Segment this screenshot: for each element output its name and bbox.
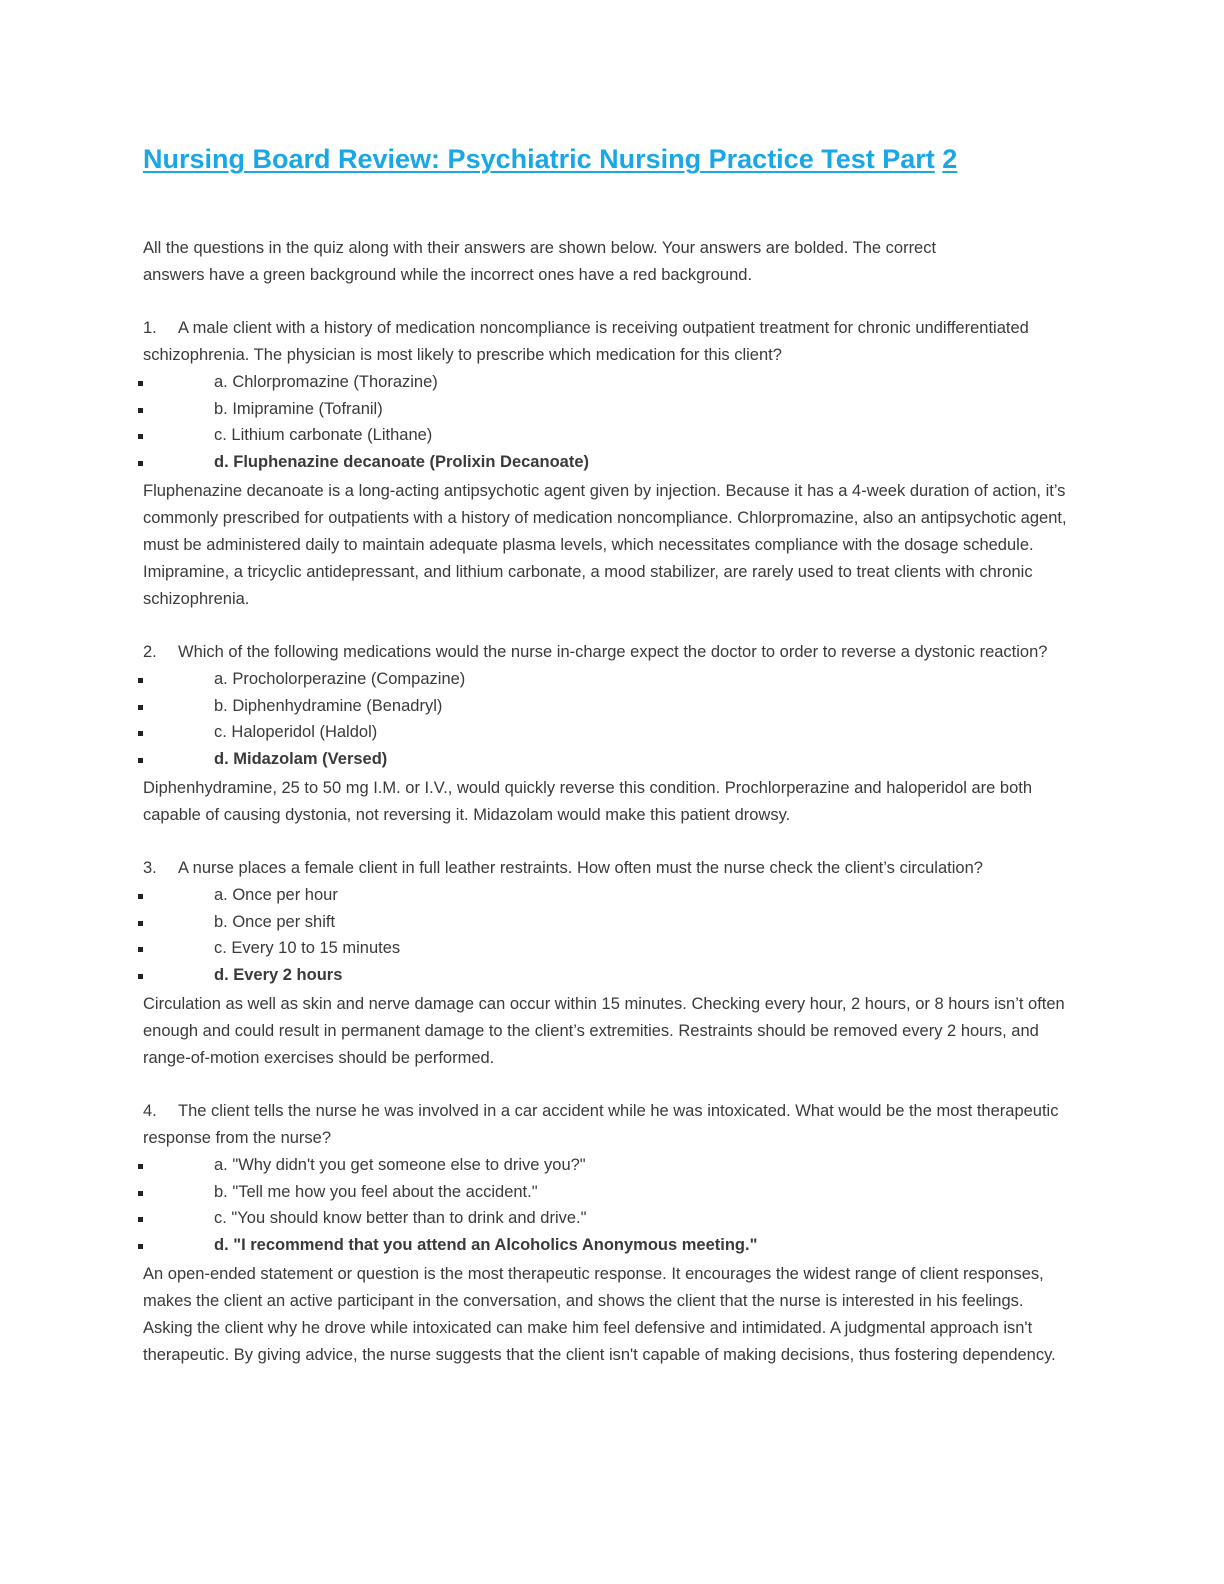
bullet-icon (138, 1217, 143, 1222)
answer-option-d[interactable] (143, 746, 1073, 773)
answer-option-b[interactable] (143, 396, 1073, 423)
question-3 (143, 855, 1073, 1072)
bullet-icon (138, 381, 143, 386)
answer-option-c[interactable] (143, 719, 1073, 746)
bullet-icon (138, 921, 143, 926)
answer-option-b[interactable] (143, 909, 1073, 936)
bullet-icon (138, 1164, 143, 1169)
bullet-icon (138, 731, 143, 736)
option-label: d. "I recommend that you attend an Alcoholics Anonymous meeting." (214, 1235, 758, 1254)
option-label: a. Procholorperazine (Compazine) (214, 670, 466, 688)
bullet-icon (138, 678, 143, 683)
option-label: a. Once per hour (214, 886, 338, 904)
page-title (143, 140, 1073, 178)
question-number: 4. (143, 1102, 157, 1120)
option-label: c. Every 10 to 15 minutes (214, 939, 401, 957)
option-label: a. Chlorpromazine (Thorazine) (214, 373, 438, 391)
answer-options (143, 1152, 1073, 1258)
question-prompt: The client tells the nurse he was involved in a car accident while he was intoxicated. What would be the most therapeutic response from the nurse? (143, 1102, 1059, 1147)
question-2 (143, 639, 1073, 829)
bullet-icon (138, 434, 143, 439)
answer-option-d[interactable] (143, 1232, 1073, 1259)
option-label: d. Midazolam (Versed) (214, 749, 388, 768)
question-number: 1. (143, 319, 157, 337)
answer-option-b[interactable] (143, 1179, 1073, 1206)
bullet-icon (138, 1244, 143, 1249)
option-label: c. Haloperidol (Haldol) (214, 723, 378, 741)
bullet-icon (138, 947, 143, 952)
intro-paragraph: All the questions in the quiz along with their answers are shown below. Your answers are bolded. The correct answers have a green background while the incorrect ones have a red background. (143, 239, 937, 284)
bullet-icon (138, 894, 143, 899)
answer-option-a[interactable] (143, 882, 1073, 909)
answer-explanation: Fluphenazine decanoate is a long-acting antipsychotic agent given by injection. Because it has a 4-week duration of action, it’s commonly prescribed for outpatients with a history of medication noncompliance. Chlorpromazine, also an antipsychotic agent, must be administered daily to maintain adequate plasma levels, which necessitates compliance with the dosage schedule. Imipramine, a tricyclic antidepressant, and lithium carbonate, a mood stabilizer, are rarely used to treat clients with chronic schizophrenia. (143, 482, 1067, 608)
answer-options (143, 369, 1073, 475)
answer-option-b[interactable] (143, 693, 1073, 720)
bullet-icon (138, 408, 143, 413)
title-part-link[interactable]: 2 (942, 144, 958, 174)
option-label: c. "You should know better than to drink and drive." (214, 1209, 587, 1227)
bullet-icon (138, 705, 143, 710)
question-1 (143, 315, 1073, 613)
answer-options (143, 882, 1073, 988)
bullet-icon (138, 461, 143, 466)
answer-explanation: Circulation as well as skin and nerve damage can occur within 15 minutes. Checking every hour, 2 hours, or 8 hours isn’t often enough and could result in permanent damage to the client’s extremities. Restraints should be removed every 2 hours, and range-of-motion exercises should be performed. (143, 995, 1065, 1067)
question-4 (143, 1098, 1073, 1369)
option-label: d. Every 2 hours (214, 965, 343, 984)
answer-options (143, 666, 1073, 772)
question-prompt: A nurse places a female client in full leather restraints. How often must the nurse check the client’s circulation? (178, 859, 983, 877)
question-text (143, 855, 1073, 882)
option-label: d. Fluphenazine decanoate (Prolixin Decanoate) (214, 452, 589, 471)
question-number: 3. (143, 859, 157, 877)
answer-option-a[interactable] (143, 369, 1073, 396)
question-number: 2. (143, 643, 157, 661)
answer-option-c[interactable] (143, 935, 1073, 962)
option-label: b. Once per shift (214, 912, 336, 931)
answer-option-d[interactable] (143, 449, 1073, 476)
bullet-icon (138, 1191, 143, 1196)
option-label: b. Imipramine (Tofranil) (214, 399, 383, 418)
answer-option-a[interactable] (143, 666, 1073, 693)
question-text (143, 639, 1073, 666)
question-text (143, 315, 1073, 369)
question-text (143, 1098, 1073, 1152)
title-link[interactable]: Nursing Board Review: Psychiatric Nursing Practice Test Part (143, 144, 935, 174)
question-prompt: Which of the following medications would the nurse in-charge expect the doctor to order to reverse a dystonic reaction? (178, 643, 1048, 661)
option-label: a. "Why didn't you get someone else to drive you?" (214, 1156, 586, 1174)
option-label: b. Diphenhydramine (Benadryl) (214, 696, 443, 715)
question-prompt: A male client with a history of medication noncompliance is receiving outpatient treatment for chronic undifferentiated schizophrenia. The physician is most likely to prescribe which medication for this client? (143, 319, 1029, 364)
document-page (143, 140, 1073, 1369)
answer-explanation: Diphenhydramine, 25 to 50 mg I.M. or I.V., would quickly reverse this condition. Prochlorperazine and haloperidol are both capable of causing dystonia, not reversing it. Midazolam would make this patient drowsy. (143, 779, 1033, 824)
answer-option-a[interactable] (143, 1152, 1073, 1179)
bullet-icon (138, 974, 143, 979)
answer-option-c[interactable] (143, 1205, 1073, 1232)
answer-explanation: An open-ended statement or question is the most therapeutic response. It encourages the widest range of client responses, makes the client an active participant in the conversation, and shows the client that the nurse is interested in his feelings. Asking the client why he drove while intoxicated can make him feel defensive and intimidated. A judgmental approach isn't therapeutic. By giving advice, the nurse suggests that the client isn't capable of making decisions, thus fostering dependency. (143, 1265, 1056, 1364)
option-label: b. "Tell me how you feel about the accident." (214, 1182, 538, 1201)
bullet-icon (138, 758, 143, 763)
answer-option-d[interactable] (143, 962, 1073, 989)
answer-option-c[interactable] (143, 422, 1073, 449)
option-label: c. Lithium carbonate (Lithane) (214, 426, 433, 444)
